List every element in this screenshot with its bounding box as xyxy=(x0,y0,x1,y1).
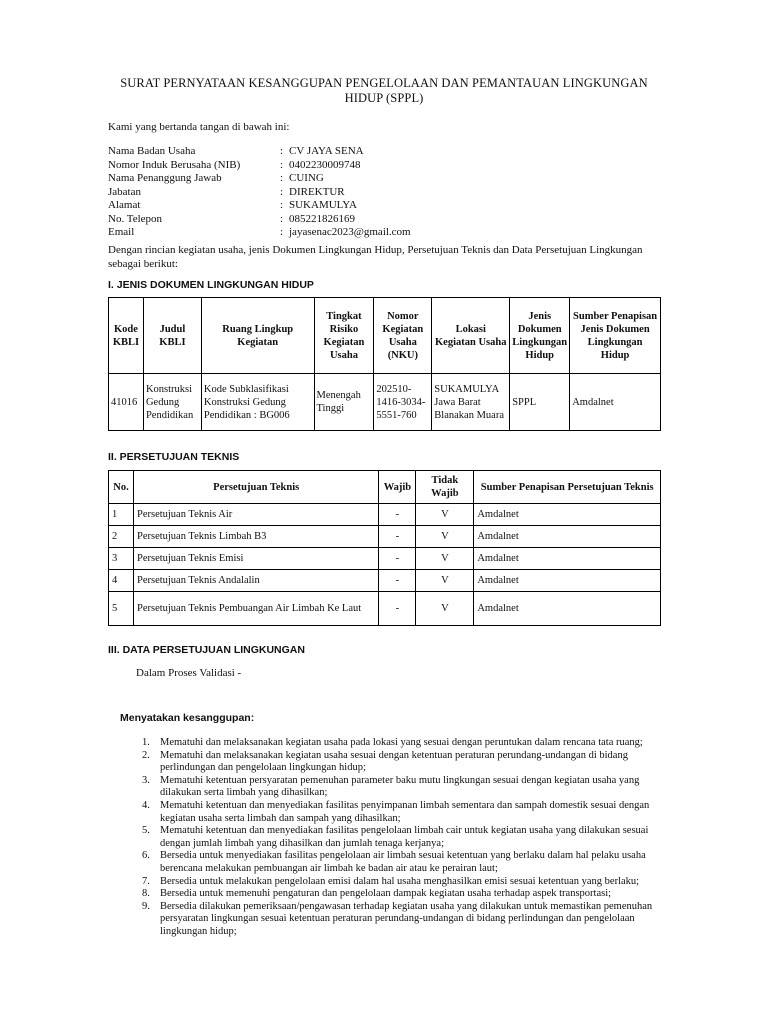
section-1-heading: I. JENIS DOKUMEN LINGKUNGAN HIDUP xyxy=(108,279,314,291)
identity-label: Nama Penanggung Jawab xyxy=(108,172,222,184)
list-item-text: Mematuhi ketentuan persyaratan pemenuhan parameter baku mutu lingkungan sesuai dengan kegiatan usaha yang dilakukan serta limbah yang dihasilkan; xyxy=(160,774,640,799)
column-header: Wajib xyxy=(379,471,416,504)
list-item xyxy=(128,888,668,901)
identity-value: 085221826169 xyxy=(289,212,355,225)
column-header: Nomor Kegiatan Usaha (NKU) xyxy=(374,298,432,374)
list-item-text: Bersedia dilakukan pemeriksaan/pengawasan terhadap kegiatan usaha yang dilakukan untuk memastikan pemenuhan persyaratan lingkungan sesuai ketentuan peraturan perundang-undangan di bidang perlindungan dan pengelolaan lingkungan hidup; xyxy=(160,900,653,937)
title-line-2: HIDUP (SPPL) xyxy=(344,91,424,105)
details-paragraph: Dengan rincian kegiatan usaha, jenis Dokumen Lingkungan Hidup, Persetujuan Teknis dan Data Persetujuan Lingkungan sebagai berikut: xyxy=(108,244,643,270)
identity-value: jayasenac2023@gmail.com xyxy=(289,226,411,238)
section-2-heading: II. PERSETUJUAN TEKNIS xyxy=(108,451,240,463)
list-item-text: Bersedia untuk menyediakan fasilitas pengelolaan air limbah sesuai ketentuan yang berlaku dalam hal pelaku usaha berencana melakukan pembuangan air limbah ke badan air atau ke perairan laut; xyxy=(160,850,646,874)
table-cell: Amdalnet xyxy=(570,374,661,431)
identity-label: Alamat xyxy=(108,199,141,211)
table-cell: - xyxy=(379,548,416,570)
identity-table xyxy=(108,145,411,240)
identity-value: 0402230009748 xyxy=(289,158,361,171)
intro-text: Kami yang bertanda tangan di bawah ini: xyxy=(108,121,290,133)
table-cell: V xyxy=(416,504,474,526)
table-cell: Amdalnet xyxy=(474,548,661,570)
identity-row xyxy=(108,172,411,186)
column-header: Persetujuan Teknis xyxy=(133,471,378,504)
list-item xyxy=(128,775,668,800)
list-item xyxy=(128,737,668,750)
table-cell: 5 xyxy=(109,592,134,626)
identity-label: Email xyxy=(108,226,135,238)
technical-approval-table xyxy=(108,470,661,626)
table-cell: V xyxy=(416,592,474,626)
section-3-text: Dalam Proses Validasi - xyxy=(136,667,242,679)
table-row xyxy=(109,548,661,570)
list-item-number: 6. xyxy=(142,850,150,862)
table-cell: Menengah Tinggi xyxy=(314,374,374,431)
list-item-text: Mematuhi dan melaksanakan kegiatan usaha sesuai dengan ketentuan peraturan perundang-undangan di bidang perlindungan dan pengelolaan lingkungan hidup; xyxy=(160,749,628,774)
column-header: Jenis Dokumen Lingkungan Hidup xyxy=(510,298,570,374)
column-header: Ruang Lingkup Kegiatan xyxy=(201,298,314,374)
identity-value: SUKAMULYA xyxy=(289,199,357,211)
document-title xyxy=(100,76,668,106)
identity-row xyxy=(108,145,411,159)
commitment-heading: Menyatakan kesanggupan: xyxy=(120,712,255,724)
list-item-number: 9. xyxy=(142,900,150,912)
column-header: Tingkat Risiko Kegiatan Usaha xyxy=(314,298,374,374)
list-item xyxy=(128,750,668,775)
identity-separator: : xyxy=(280,226,284,238)
column-header: Lokasi Kegiatan Usaha xyxy=(432,298,510,374)
table-cell: SUKAMULYA Jawa Barat Blanakan Muara xyxy=(432,374,510,431)
identity-label: No. Telepon xyxy=(108,212,163,225)
identity-separator: : xyxy=(280,185,284,198)
table-cell: Persetujuan Teknis Andalalin xyxy=(133,570,378,592)
list-item-number: 2. xyxy=(142,749,150,761)
identity-value: DIREKTUR xyxy=(289,185,345,198)
table-cell: Amdalnet xyxy=(474,504,661,526)
list-item-text: Bersedia untuk melakukan pengelolaan emisi dalam hal usaha menghasilkan emisi sesuai ketentuan yang berlaku; xyxy=(160,875,640,887)
table-cell: Kode Subklasifikasi Konstruksi Gedung Pendidikan : BG006 xyxy=(201,374,314,431)
identity-row xyxy=(108,186,411,200)
column-header: Sumber Penapisan Persetujuan Teknis xyxy=(474,471,661,504)
title-line-1: SURAT PERNYATAAN KESANGGUPAN PENGELOLAAN DAN PEMANTAUAN LINGKUNGAN xyxy=(120,76,648,90)
list-item-number: 4. xyxy=(142,799,150,811)
table-cell: 4 xyxy=(109,570,134,592)
table-row xyxy=(109,374,661,431)
table-cell: - xyxy=(379,504,416,526)
list-item-number: 3. xyxy=(142,774,150,786)
identity-row xyxy=(108,159,411,173)
environment-document-table xyxy=(108,297,661,431)
list-item xyxy=(128,800,668,825)
section-3-heading: III. DATA PERSETUJUAN LINGKUNGAN xyxy=(108,644,305,656)
identity-label: Nomor Induk Berusaha (NIB) xyxy=(108,158,241,171)
list-item-number: 5. xyxy=(142,825,150,837)
table-cell: V xyxy=(416,526,474,548)
column-header: Tidak Wajib xyxy=(416,471,474,504)
table-cell: Persetujuan Teknis Pembuangan Air Limbah Ke Laut xyxy=(133,592,378,626)
identity-row xyxy=(108,213,411,227)
table-cell: Amdalnet xyxy=(474,592,661,626)
table-cell: Konstruksi Gedung Pendidikan xyxy=(143,374,201,431)
list-item xyxy=(128,825,668,850)
identity-row xyxy=(108,199,411,213)
list-item xyxy=(128,901,668,939)
table-row xyxy=(109,504,661,526)
identity-label: Jabatan xyxy=(108,185,141,198)
identity-value: CV JAYA SENA xyxy=(289,145,364,157)
table-cell: Persetujuan Teknis Limbah B3 xyxy=(133,526,378,548)
table-cell: V xyxy=(416,548,474,570)
table-cell: SPPL xyxy=(510,374,570,431)
table-cell: Persetujuan Teknis Air xyxy=(133,504,378,526)
list-item-number: 7. xyxy=(142,875,150,887)
column-header: Kode KBLI xyxy=(109,298,144,374)
identity-separator: : xyxy=(280,172,284,184)
identity-separator: : xyxy=(280,145,284,157)
identity-label: Nama Badan Usaha xyxy=(108,145,196,157)
identity-separator: : xyxy=(280,212,284,225)
table-cell: - xyxy=(379,592,416,626)
table-cell: Amdalnet xyxy=(474,570,661,592)
identity-value: CUING xyxy=(289,172,324,184)
table-cell: 41016 xyxy=(109,374,144,431)
commitment-list xyxy=(128,737,668,939)
list-item-text: Mematuhi dan melaksanakan kegiatan usaha pada lokasi yang sesuai dengan peruntukan dalam rencana tata ruang; xyxy=(160,737,643,748)
column-header: No. xyxy=(109,471,134,504)
table-row xyxy=(109,526,661,548)
identity-separator: : xyxy=(280,199,284,211)
table-header-row xyxy=(109,471,661,504)
table-cell: 202510-1416-3034-5551-760 xyxy=(374,374,432,431)
list-item xyxy=(128,876,668,889)
table-cell: V xyxy=(416,570,474,592)
table-cell: 2 xyxy=(109,526,134,548)
table-cell: 1 xyxy=(109,504,134,526)
table-row xyxy=(109,570,661,592)
table-cell: - xyxy=(379,570,416,592)
list-item-text: Mematuhi ketentuan dan menyediakan fasilitas penyimpanan limbah sementara dan sampah domestik sesuai dengan kegiatan usaha serta limbah dan sampah yang dihasilkan; xyxy=(160,799,650,824)
table-cell: Persetujuan Teknis Emisi xyxy=(133,548,378,570)
list-item-text: Mematuhi ketentuan dan menyediakan fasilitas pengelolaan limbah cair untuk kegiatan usaha yang dilakukan sesuai dengan jumlah limbah yang dihasilkan dan jumlah tenaga kerjanya; xyxy=(160,825,649,849)
table-cell: - xyxy=(379,526,416,548)
table-header-row xyxy=(109,298,661,374)
list-item xyxy=(128,850,668,875)
column-header: Judul KBLI xyxy=(143,298,201,374)
identity-separator: : xyxy=(280,158,284,171)
list-item-text: Bersedia untuk memenuhi pengaturan dan pengelolaan dampak kegiatan usaha terhadap aspek transportasi; xyxy=(160,888,612,900)
identity-row xyxy=(108,226,411,240)
table-cell: 3 xyxy=(109,548,134,570)
table-row xyxy=(109,592,661,626)
list-item-number: 1. xyxy=(142,737,150,748)
list-item-number: 8. xyxy=(142,888,150,900)
table-cell: Amdalnet xyxy=(474,526,661,548)
column-header: Sumber Penapisan Jenis Dokumen Lingkungan Hidup xyxy=(570,298,661,374)
